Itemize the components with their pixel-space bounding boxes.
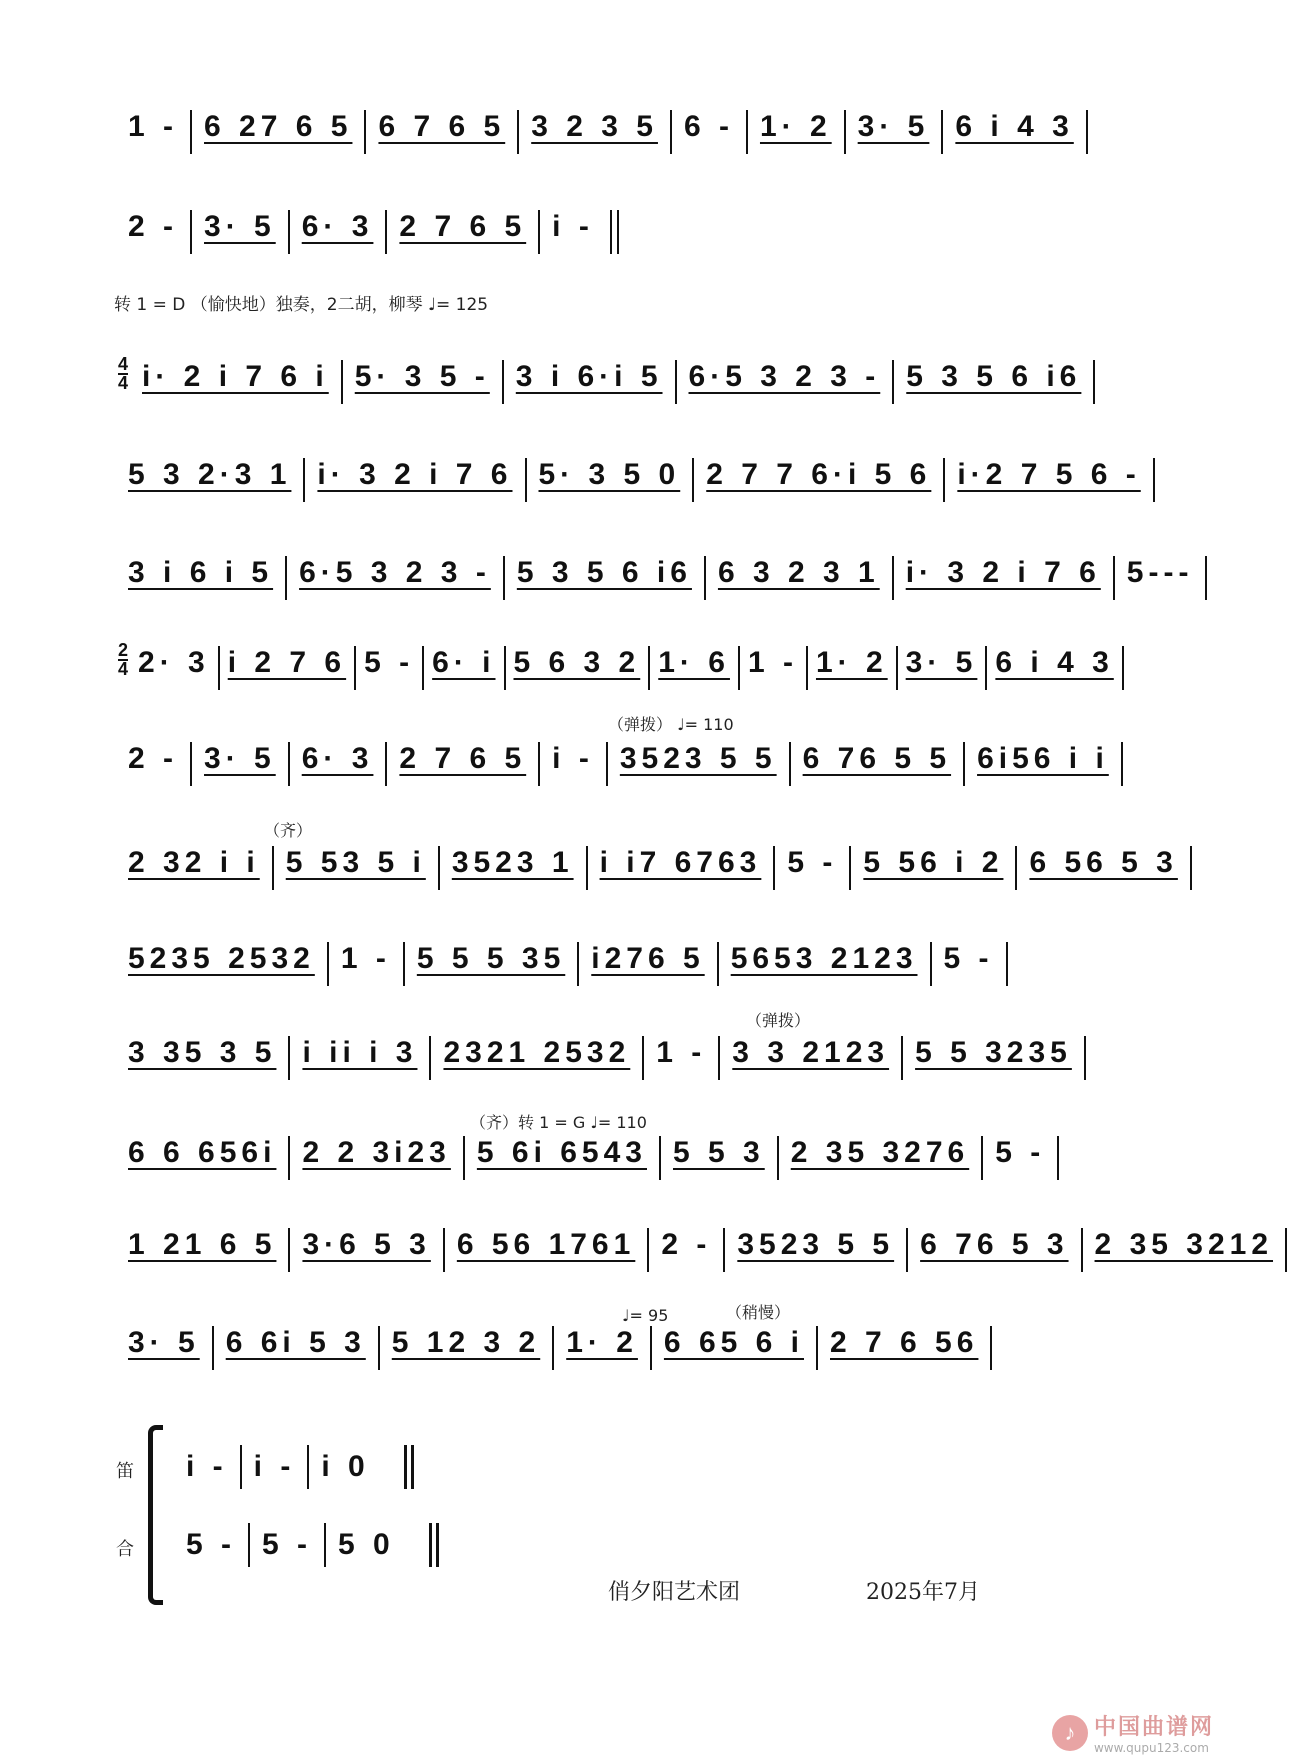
barline xyxy=(675,360,677,404)
barline xyxy=(896,646,898,690)
measure: 5 5 3 xyxy=(673,1136,765,1169)
measure: 5· 3 5 - xyxy=(354,360,490,393)
measure: 6 6i 5 3 xyxy=(225,1326,366,1359)
barline xyxy=(364,110,366,154)
measure: 5 - xyxy=(943,942,994,975)
measure: 6 3 2 3 1 xyxy=(717,556,880,589)
score-line xyxy=(118,1036,1088,1080)
barline xyxy=(577,942,579,986)
barline xyxy=(1121,742,1123,786)
measure: 1 - xyxy=(656,1036,707,1069)
measure: i 0 xyxy=(321,1450,370,1483)
barline xyxy=(1084,1036,1086,1080)
barline xyxy=(218,646,220,690)
measure: 2321 2532 xyxy=(443,1036,631,1069)
barline xyxy=(777,1136,779,1180)
barline xyxy=(438,846,440,890)
barline xyxy=(248,1523,250,1567)
measure: 3523 5 5 xyxy=(737,1228,895,1261)
measure: 2 35 3212 xyxy=(1094,1228,1274,1261)
measure: 5 6 3 2 xyxy=(513,646,641,679)
pluck-annotation: （弹拨） xyxy=(746,1011,811,1030)
measure: 2· 3 xyxy=(138,646,210,679)
barline xyxy=(190,742,192,786)
barline xyxy=(1093,360,1095,404)
watermark-url: www.qupu123.com xyxy=(1093,1741,1209,1755)
score-line xyxy=(118,556,1209,600)
barline xyxy=(1081,1228,1083,1272)
score-line xyxy=(118,742,1125,786)
date-label: 2025年7月 xyxy=(866,1580,980,1605)
measure: i·2 7 5 6 - xyxy=(957,458,1141,491)
measure: 5 - xyxy=(787,846,838,879)
barline xyxy=(385,210,387,254)
barline xyxy=(1006,942,1008,986)
unison-annotation: （齐） xyxy=(264,821,313,840)
measure: 1 - xyxy=(128,110,179,143)
measure: 6 i 4 3 xyxy=(955,110,1074,143)
barline xyxy=(443,1228,445,1272)
measure: 5 3 5 6 i6 xyxy=(906,360,1082,393)
barline xyxy=(844,110,846,154)
barline xyxy=(1113,556,1115,600)
barline xyxy=(502,360,504,404)
measure: 2 7 6 5 xyxy=(399,210,527,243)
measure: 6 27 6 5 xyxy=(204,110,353,143)
site-watermark xyxy=(1052,1710,1214,1755)
barline xyxy=(1205,556,1207,600)
barline xyxy=(307,1445,309,1489)
measure: 2 2 3i23 xyxy=(302,1136,451,1169)
measure: 2 7 6 56 xyxy=(830,1326,979,1359)
measure: i· 2 i 7 6 i xyxy=(142,360,329,393)
measure: 2 7 7 6·i 5 6 xyxy=(706,458,932,491)
barline xyxy=(1285,1228,1287,1272)
measure: 5 5 3235 xyxy=(915,1036,1072,1069)
measure: 5 0 xyxy=(338,1528,395,1561)
barline xyxy=(288,1036,290,1080)
measure: 5 6i 6543 xyxy=(476,1136,647,1169)
measure: 5 - xyxy=(186,1528,237,1561)
measure: 3· 5 xyxy=(905,646,978,679)
measure: 5653 2123 xyxy=(730,942,918,975)
part-line-ensemble xyxy=(176,1523,432,1567)
key-change-annotation: 转 1 = D （愉快地）独奏，2二胡，柳琴 ♩= 125 xyxy=(114,295,489,315)
measure: 6· 3 xyxy=(301,210,374,243)
barline xyxy=(642,1036,644,1080)
barline xyxy=(963,742,965,786)
barline xyxy=(378,1326,380,1370)
barline xyxy=(650,1326,652,1370)
measure: 3523 1 xyxy=(451,846,574,879)
measure: i i7 6763 xyxy=(599,846,762,879)
barline xyxy=(985,646,987,690)
part-line-flute xyxy=(176,1445,407,1489)
measure: i 2 7 6 xyxy=(227,646,347,679)
measure: 1· 2 xyxy=(815,646,888,679)
measure: 3 i 6·i 5 xyxy=(515,360,663,393)
barline xyxy=(789,742,791,786)
measure: 5 12 3 2 xyxy=(391,1326,541,1359)
measure: 3· 5 xyxy=(128,1326,200,1359)
score-line xyxy=(118,354,1097,404)
barline xyxy=(718,1036,720,1080)
barline xyxy=(1086,110,1088,154)
barline xyxy=(422,646,424,690)
barline xyxy=(552,1326,554,1370)
measure: i - xyxy=(552,210,594,243)
measure: 3 35 3 5 xyxy=(128,1036,277,1069)
barline xyxy=(746,110,748,154)
barline xyxy=(906,1228,908,1272)
barline xyxy=(717,942,719,986)
barline xyxy=(892,556,894,600)
measure: 5 3 5 6 i6 xyxy=(516,556,692,589)
measure: 3523 5 5 xyxy=(619,742,777,775)
time-signature: 4 4 xyxy=(118,354,129,393)
measure: 5 - xyxy=(995,1136,1046,1169)
barline xyxy=(288,210,290,254)
measure: 6 76 5 3 xyxy=(920,1228,1069,1261)
barline xyxy=(930,942,932,986)
barline xyxy=(240,1445,242,1489)
measure: 6· 3 xyxy=(301,742,374,775)
measure: 2 - xyxy=(128,210,179,243)
barline xyxy=(901,1036,903,1080)
barline xyxy=(403,942,405,986)
measure: 6 56 1761 xyxy=(456,1228,636,1261)
measure: 5 5 5 35 xyxy=(416,942,566,975)
barline xyxy=(354,646,356,690)
barline xyxy=(723,1228,725,1272)
final-ending-block xyxy=(116,1425,518,1605)
barline xyxy=(303,458,305,502)
score-line xyxy=(118,942,1010,986)
barline xyxy=(288,742,290,786)
barline xyxy=(816,1326,818,1370)
measure: 6·5 3 2 3 - xyxy=(299,556,491,589)
measure: 2 35 3276 xyxy=(790,1136,970,1169)
measure: 3· 5 xyxy=(204,210,276,243)
measure: 5 53 5 i xyxy=(285,846,426,879)
measure: 2 - xyxy=(661,1228,712,1261)
part-label: 笛 xyxy=(116,1461,134,1481)
barline xyxy=(1153,458,1155,502)
measure: 3· 5 xyxy=(857,110,930,143)
barline xyxy=(538,210,540,254)
barline xyxy=(324,1523,326,1567)
barline xyxy=(943,458,945,502)
barline xyxy=(517,110,519,154)
measure: i - xyxy=(552,742,594,775)
measure: 6 65 6 i xyxy=(663,1326,804,1359)
score-line xyxy=(118,458,1157,502)
tempo-annotation: （稍慢） xyxy=(726,1303,791,1322)
score-line xyxy=(118,640,1126,690)
measure: 5· 3 5 0 xyxy=(538,458,681,491)
barline xyxy=(659,1136,661,1180)
barline xyxy=(341,360,343,404)
tempo-annotation: （弹拨） ♩= 110 xyxy=(608,715,734,734)
measure: 1· 2 xyxy=(566,1326,638,1359)
barline xyxy=(990,1326,992,1370)
score-line xyxy=(118,1136,1061,1180)
measure: i - xyxy=(253,1450,296,1483)
measure: 6 i 4 3 xyxy=(995,646,1114,679)
measure: 1 - xyxy=(747,646,798,679)
barline xyxy=(288,1228,290,1272)
barline xyxy=(892,360,894,404)
key-change-annotation: （齐）转 1 = G ♩= 110 xyxy=(470,1113,647,1132)
barline xyxy=(272,846,274,890)
measure: 6 56 5 3 xyxy=(1029,846,1178,879)
barline xyxy=(981,1136,983,1180)
final-barline xyxy=(429,1523,432,1567)
time-signature: 2 4 xyxy=(118,640,129,679)
barline xyxy=(429,1036,431,1080)
measure: 5235 2532 xyxy=(128,942,315,975)
tempo-annotation: ♩= 95 xyxy=(622,1306,669,1325)
barline xyxy=(704,556,706,600)
final-barline xyxy=(404,1445,407,1489)
barline xyxy=(849,846,851,890)
score-line xyxy=(118,110,1090,154)
measure: 6 - xyxy=(683,110,734,143)
barline xyxy=(1190,846,1192,890)
barline xyxy=(385,742,387,786)
barline xyxy=(327,942,329,986)
barline xyxy=(738,646,740,690)
brace xyxy=(148,1425,163,1605)
measure: i276 5 xyxy=(591,942,705,975)
barline xyxy=(503,556,505,600)
score-line xyxy=(118,846,1194,890)
measure: 5 3 2·3 1 xyxy=(128,458,292,491)
measure: 5 56 i 2 xyxy=(863,846,1004,879)
measure: i· 3 2 i 7 6 xyxy=(317,458,513,491)
measure: 6 76 5 5 xyxy=(802,742,952,775)
measure: 3 i 6 i 5 xyxy=(128,556,274,589)
barline xyxy=(285,556,287,600)
barline xyxy=(190,210,192,254)
barline xyxy=(670,110,672,154)
measure: 5 - xyxy=(262,1528,313,1561)
barline xyxy=(1015,846,1017,890)
measure: 6i56 i i xyxy=(977,742,1109,775)
measure: 1 - xyxy=(340,942,391,975)
barline xyxy=(941,110,943,154)
organization-name: 俏夕阳艺术团 xyxy=(608,1580,741,1605)
score-line xyxy=(118,1228,1289,1272)
measure: 3·6 5 3 xyxy=(302,1228,431,1261)
measure: 5--- xyxy=(1126,556,1194,589)
measure: i - xyxy=(186,1450,228,1483)
measure: 3 3 2123 xyxy=(732,1036,890,1069)
barline xyxy=(606,742,608,786)
barline xyxy=(692,458,694,502)
music-note-icon: ♪ xyxy=(1052,1715,1088,1751)
measure: 3· 5 xyxy=(204,742,276,775)
barline xyxy=(212,1326,214,1370)
measure: 1· 2 xyxy=(759,110,832,143)
measure: 2 7 6 5 xyxy=(399,742,527,775)
part-label: 合 xyxy=(116,1539,134,1559)
barline xyxy=(773,846,775,890)
score-line xyxy=(118,1326,994,1370)
measure: 3 2 3 5 xyxy=(531,110,658,143)
barline xyxy=(504,646,506,690)
watermark-text xyxy=(1094,1710,1214,1755)
barline xyxy=(806,646,808,690)
barline xyxy=(648,646,650,690)
measure: i ii i 3 xyxy=(302,1036,418,1069)
barline xyxy=(586,846,588,890)
measure: 1 21 6 5 xyxy=(128,1228,277,1261)
double-barline xyxy=(610,210,612,254)
watermark-name: 中国曲谱网 xyxy=(1093,1714,1214,1740)
barline xyxy=(190,110,192,154)
measure: 2 32 i i xyxy=(128,846,260,879)
barline xyxy=(1122,646,1124,690)
barline xyxy=(1057,1136,1059,1180)
barline xyxy=(525,458,527,502)
barline xyxy=(647,1228,649,1272)
measure: 2 - xyxy=(128,742,179,775)
barline xyxy=(288,1136,290,1180)
barline xyxy=(538,742,540,786)
measure: i· 3 2 i 7 6 xyxy=(905,556,1101,589)
measure: 1· 6 xyxy=(658,646,730,679)
measure: 6 7 6 5 xyxy=(378,110,506,143)
barline xyxy=(463,1136,465,1180)
measure: 6· i xyxy=(432,646,496,679)
measure: 5 - xyxy=(364,646,415,679)
measure: 6 6 656i xyxy=(128,1136,277,1169)
score-line xyxy=(118,210,614,254)
measure: 6·5 3 2 3 - xyxy=(688,360,881,393)
